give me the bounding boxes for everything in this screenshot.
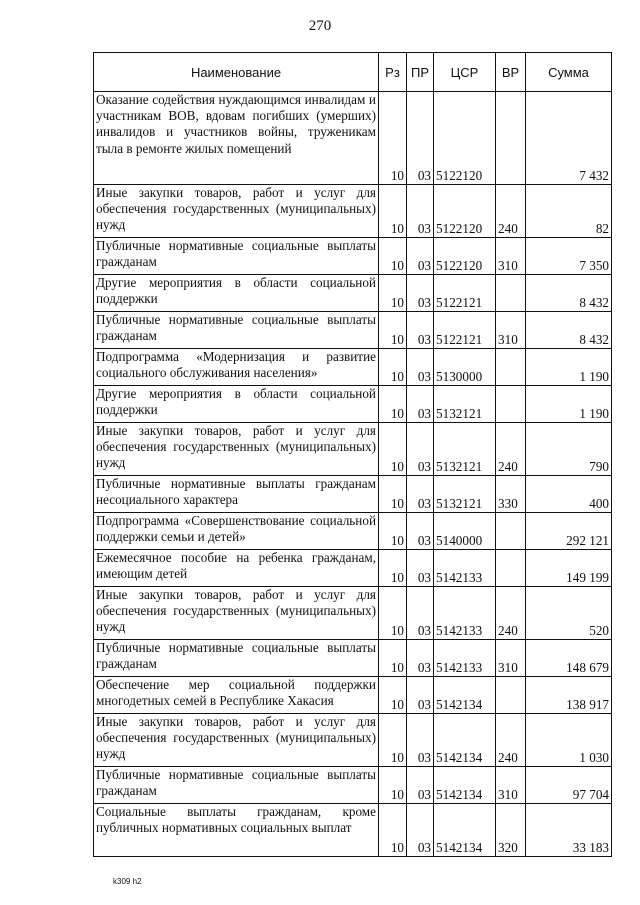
row-pr: 03	[407, 275, 434, 312]
row-pr: 03	[407, 312, 434, 349]
row-vr: 240	[496, 714, 526, 767]
row-name: Другие мероприятия в области социальной поддержки	[94, 386, 379, 423]
row-sum: 1 030	[526, 714, 612, 767]
row-rz: 10	[379, 92, 407, 185]
row-vr: 330	[496, 476, 526, 513]
table-row	[94, 677, 612, 714]
row-sum: 8 432	[526, 312, 612, 349]
row-rz: 10	[379, 423, 407, 476]
row-name: Публичные нормативные выплаты гражданам несоциального характера	[94, 476, 379, 513]
row-name: Социальные выплаты гражданам, кроме публичных нормативных социальных выплат	[94, 804, 379, 857]
row-csr: 5142134	[434, 767, 496, 804]
table-row	[94, 513, 612, 550]
row-sum: 7 432	[526, 92, 612, 185]
row-pr: 03	[407, 92, 434, 185]
row-sum: 8 432	[526, 275, 612, 312]
row-vr: 310	[496, 238, 526, 275]
row-rz: 10	[379, 767, 407, 804]
row-pr: 03	[407, 714, 434, 767]
row-rz: 10	[379, 312, 407, 349]
row-pr: 03	[407, 349, 434, 386]
table-row	[94, 312, 612, 349]
table-row	[94, 767, 612, 804]
row-rz: 10	[379, 185, 407, 238]
row-vr	[496, 677, 526, 714]
row-csr: 5132121	[434, 423, 496, 476]
row-pr: 03	[407, 804, 434, 857]
row-csr: 5142134	[434, 714, 496, 767]
row-csr: 5142134	[434, 677, 496, 714]
row-name: Иные закупки товаров, работ и услуг для обеспечения государственных (муниципальных) нужд	[94, 185, 379, 238]
row-vr: 240	[496, 587, 526, 640]
row-sum: 400	[526, 476, 612, 513]
row-csr: 5122121	[434, 312, 496, 349]
table-row	[94, 423, 612, 476]
row-rz: 10	[379, 513, 407, 550]
row-pr: 03	[407, 185, 434, 238]
row-csr: 5122121	[434, 275, 496, 312]
row-vr: 310	[496, 312, 526, 349]
row-sum: 138 917	[526, 677, 612, 714]
table-row	[94, 476, 612, 513]
row-vr: 310	[496, 767, 526, 804]
table-row	[94, 714, 612, 767]
row-csr: 5140000	[434, 513, 496, 550]
row-name: Публичные нормативные социальные выплаты гражданам	[94, 640, 379, 677]
row-name: Оказание содействия нуждающимся инвалидам и участникам ВОВ, вдовам погибших (умерших) инвалидов и участников войны, труженикам тыла в ремонте жилых помещений	[94, 92, 379, 185]
row-vr	[496, 92, 526, 185]
row-csr: 5122120	[434, 238, 496, 275]
table-row	[94, 349, 612, 386]
row-sum: 790	[526, 423, 612, 476]
row-sum: 82	[526, 185, 612, 238]
row-name: Публичные нормативные социальные выплаты гражданам	[94, 312, 379, 349]
row-csr: 5132121	[434, 476, 496, 513]
row-vr	[496, 275, 526, 312]
row-vr: 320	[496, 804, 526, 857]
table-row	[94, 185, 612, 238]
header-sum: Сумма	[526, 53, 612, 92]
row-name: Подпрограмма «Совершенствование социальной поддержки семьи и детей»	[94, 513, 379, 550]
row-sum: 1 190	[526, 386, 612, 423]
row-pr: 03	[407, 238, 434, 275]
row-pr: 03	[407, 677, 434, 714]
table-row	[94, 92, 612, 185]
row-sum: 33 183	[526, 804, 612, 857]
row-pr: 03	[407, 767, 434, 804]
row-pr: 03	[407, 587, 434, 640]
header-name: Наименование	[94, 53, 379, 92]
budget-table	[93, 52, 612, 857]
header-rz: Рз	[379, 53, 407, 92]
row-rz: 10	[379, 714, 407, 767]
row-name: Ежемесячное пособие на ребенка гражданам, имеющим детей	[94, 550, 379, 587]
row-pr: 03	[407, 513, 434, 550]
row-pr: 03	[407, 550, 434, 587]
row-rz: 10	[379, 587, 407, 640]
row-name: Иные закупки товаров, работ и услуг для обеспечения государственных (муниципальных) нужд	[94, 423, 379, 476]
row-name: Публичные нормативные социальные выплаты гражданам	[94, 238, 379, 275]
row-sum: 7 350	[526, 238, 612, 275]
row-name: Другие мероприятия в области социальной поддержки	[94, 275, 379, 312]
row-rz: 10	[379, 238, 407, 275]
table-row	[94, 640, 612, 677]
row-rz: 10	[379, 804, 407, 857]
row-name: Публичные нормативные социальные выплаты гражданам	[94, 767, 379, 804]
row-vr	[496, 550, 526, 587]
row-vr	[496, 513, 526, 550]
row-pr: 03	[407, 476, 434, 513]
row-rz: 10	[379, 349, 407, 386]
table-row	[94, 238, 612, 275]
header-vr: ВР	[496, 53, 526, 92]
table-header-row	[94, 53, 612, 92]
row-csr: 5130000	[434, 349, 496, 386]
table-row	[94, 275, 612, 312]
row-rz: 10	[379, 476, 407, 513]
header-csr: ЦСР	[434, 53, 496, 92]
row-name: Иные закупки товаров, работ и услуг для обеспечения государственных (муниципальных) нужд	[94, 714, 379, 767]
row-name: Подпрограмма «Модернизация и развитие социального обслуживания населения»	[94, 349, 379, 386]
row-sum: 97 704	[526, 767, 612, 804]
footer-code: k309 h2	[113, 877, 142, 886]
row-name: Иные закупки товаров, работ и услуг для обеспечения государственных (муниципальных) нужд	[94, 587, 379, 640]
row-csr: 5142134	[434, 804, 496, 857]
row-vr: 240	[496, 185, 526, 238]
row-sum: 1 190	[526, 349, 612, 386]
row-rz: 10	[379, 677, 407, 714]
table-row	[94, 550, 612, 587]
table-row	[94, 587, 612, 640]
row-sum: 149 199	[526, 550, 612, 587]
row-pr: 03	[407, 640, 434, 677]
row-vr: 240	[496, 423, 526, 476]
row-pr: 03	[407, 386, 434, 423]
row-rz: 10	[379, 275, 407, 312]
row-name: Обеспечение мер социальной поддержки многодетных семей в Республике Хакасия	[94, 677, 379, 714]
row-csr: 5122120	[434, 185, 496, 238]
row-vr	[496, 386, 526, 423]
row-sum: 520	[526, 587, 612, 640]
row-vr: 310	[496, 640, 526, 677]
table-row	[94, 386, 612, 423]
row-csr: 5142133	[434, 550, 496, 587]
row-sum: 148 679	[526, 640, 612, 677]
row-vr	[496, 349, 526, 386]
row-pr: 03	[407, 423, 434, 476]
page-number: 270	[308, 18, 332, 34]
row-rz: 10	[379, 640, 407, 677]
row-sum: 292 121	[526, 513, 612, 550]
row-csr: 5142133	[434, 640, 496, 677]
row-csr: 5142133	[434, 587, 496, 640]
row-csr: 5122120	[434, 92, 496, 185]
row-rz: 10	[379, 386, 407, 423]
header-pr: ПР	[407, 53, 434, 92]
row-csr: 5132121	[434, 386, 496, 423]
table-row	[94, 804, 612, 857]
row-rz: 10	[379, 550, 407, 587]
